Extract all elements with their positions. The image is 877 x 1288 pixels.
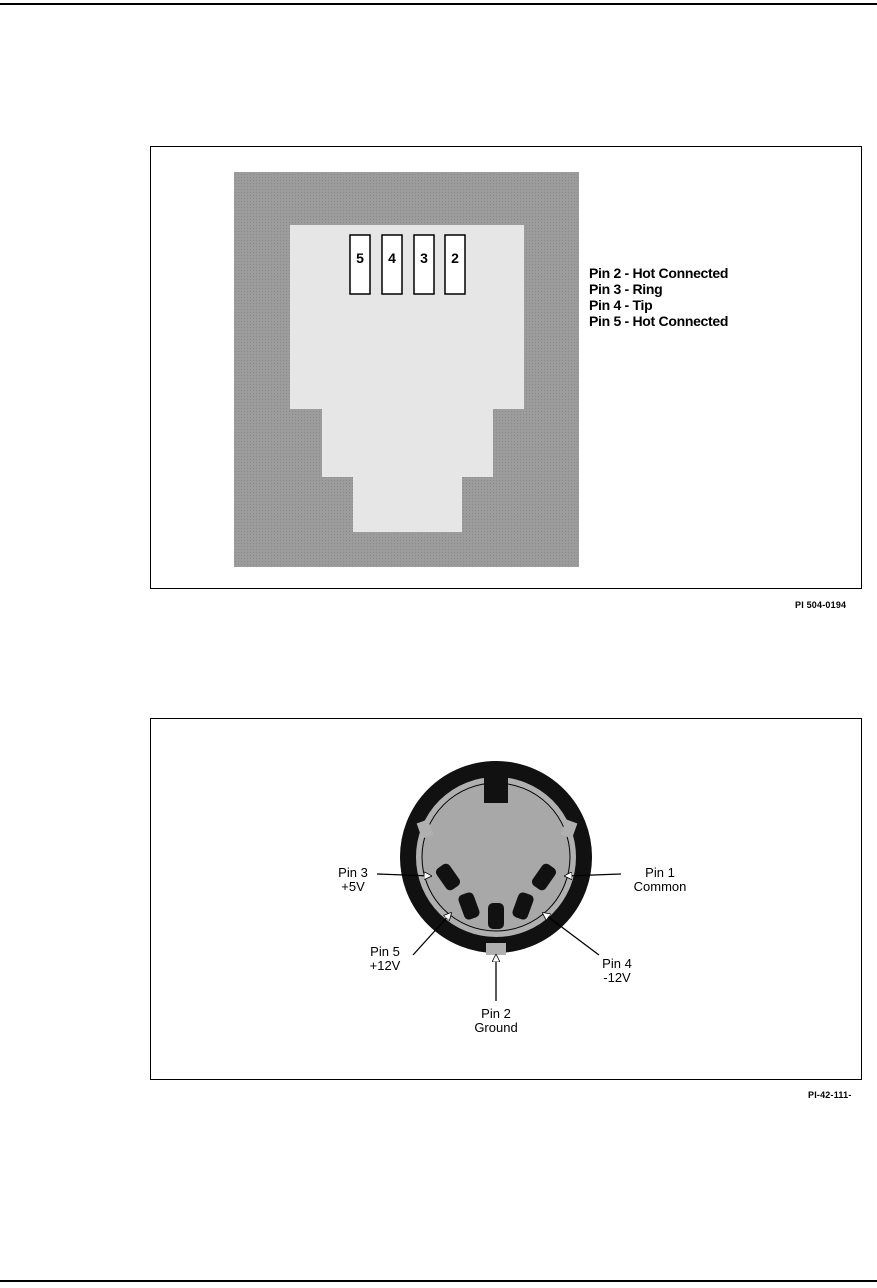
- key-notch: [484, 767, 508, 803]
- pin-legend: [589, 265, 728, 329]
- figure-modular-jack: [150, 146, 862, 589]
- legend-item: Pin 2 - Hot Connected: [589, 265, 729, 281]
- legend-item: Pin 5 - Hot Connected: [589, 313, 729, 329]
- pin-2-value: Ground: [474, 1020, 518, 1035]
- top-rule: [0, 3, 877, 5]
- pin-1-value: Common: [633, 879, 687, 894]
- pin-number: 3: [420, 250, 428, 266]
- figure-id: PI 504-0194: [795, 600, 847, 610]
- pin-3-name: Pin 3: [338, 865, 368, 880]
- pin-number: 4: [388, 250, 396, 266]
- modular-jack-diagram: [151, 147, 863, 590]
- pin-1-name: Pin 1: [645, 865, 675, 880]
- pin-4-value: -12V: [603, 970, 631, 985]
- pin-2-name: Pin 2: [481, 1006, 511, 1021]
- figure-din-connector: [150, 718, 862, 1080]
- pin-2-contact: [488, 903, 504, 929]
- legend-item: Pin 3 - Ring: [589, 281, 663, 297]
- figure-id: PI-42-111-: [808, 1090, 852, 1100]
- pin-5-value: +12V: [369, 958, 401, 973]
- din-connector-diagram: [151, 719, 863, 1081]
- pin-4-name: Pin 4: [602, 956, 632, 971]
- pin-3-value: +5V: [341, 879, 365, 894]
- pin-5-name: Pin 5: [370, 944, 400, 959]
- pin-number: 5: [356, 250, 364, 266]
- bottom-rule: [0, 1280, 877, 1282]
- pin-number: 2: [451, 250, 459, 266]
- legend-item: Pin 4 - Tip: [589, 297, 653, 313]
